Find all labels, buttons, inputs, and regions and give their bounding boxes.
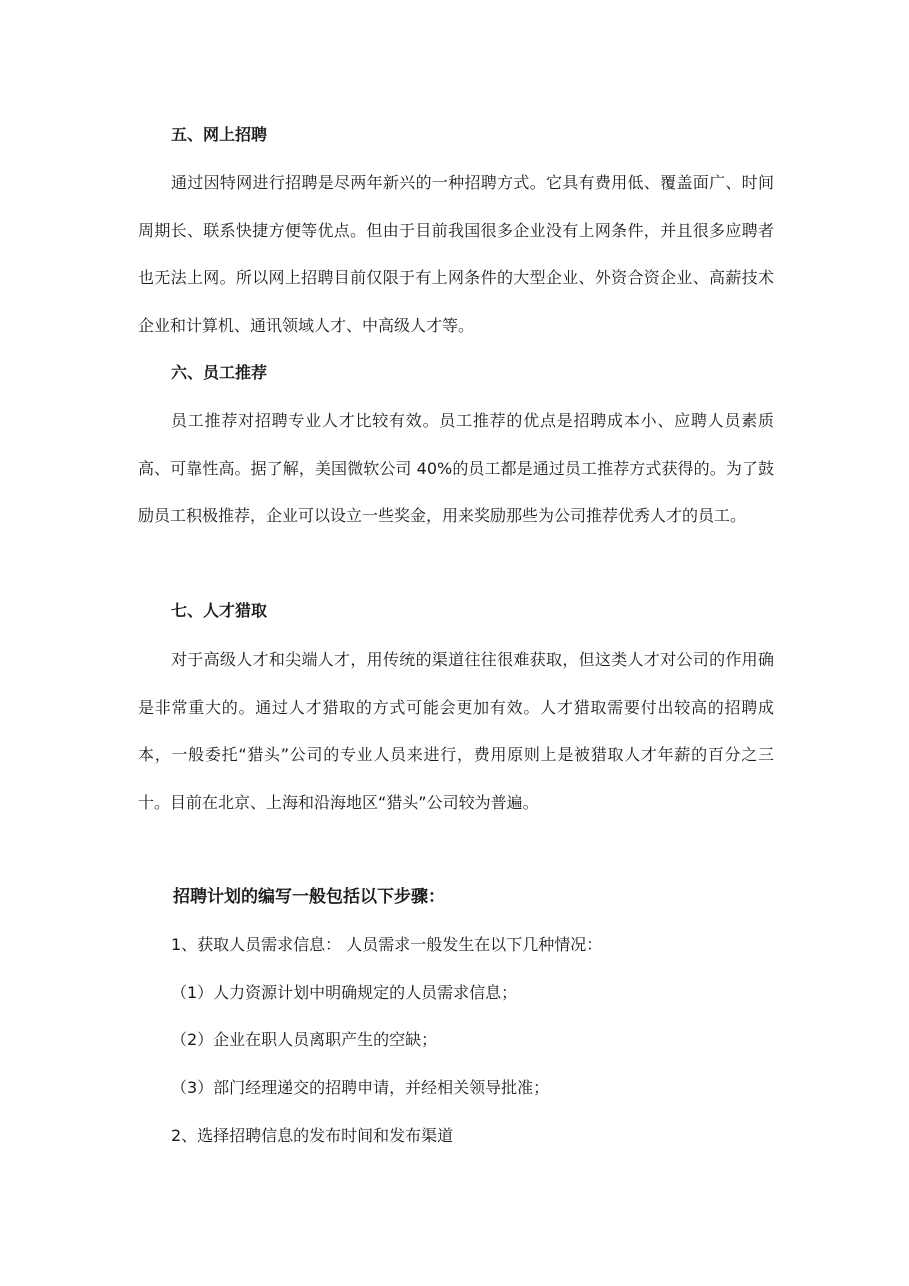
plan-case-3: （3）部门经理递交的招聘申请，并经相关领导批准； xyxy=(171,1078,550,1097)
section-heading-headhunting: 七、人才猎取 xyxy=(171,601,268,620)
section-body-online-recruitment: 通过因特网进行招聘是尽两年新兴的一种招聘方式。它具有费用低、覆盖面广、时间周期长、联系快捷方便等优点。但由于目前我国很多企业没有上网条件，并且很多应聘者也无法上网。所以网上招聘目前仅限于有上网条件的大型企业、外资合资企业、高薪技术企业和计算机、通讯领域人才、中高级人才等。 xyxy=(138,173,774,335)
plan-step-1: 1、获取人员需求信息： 人员需求一般发生在以下几种情况： xyxy=(171,935,603,954)
section-body-headhunting: 对于高级人才和尖端人才，用传统的渠道往往很难获取，但这类人才对公司的作用确是非常重大的。通过人才猎取的方式可能会更加有效。人才猎取需要付出较高的招聘成本，一般委托“猎头”公司的专业人员来进行，费用原则上是被猎取人才年薪的百分之三十。目前在北京、上海和沿海地区“猎头”公司较为普遍。 xyxy=(138,650,774,812)
plan-step-2: 2、选择招聘信息的发布时间和发布渠道 xyxy=(171,1126,454,1145)
plan-title: 招聘计划的编写一般包括以下步骤： xyxy=(173,887,445,907)
plan-case-2: （2）企业在职人员离职产生的空缺； xyxy=(171,1030,438,1049)
section-body-employee-referral: 员工推荐对招聘专业人才比较有效。员工推荐的优点是招聘成本小、应聘人员素质高、可靠性高。据了解，美国微软公司 40%的员工都是通过员工推荐方式获得的。为了鼓励员工积极推荐，企业可以设立一些奖金，用来奖励那些为公司推荐优秀人才的员工。 xyxy=(138,411,774,525)
section-heading-employee-referral: 六、员工推荐 xyxy=(171,363,268,382)
plan-case-1: （1）人力资源计划中明确规定的人员需求信息； xyxy=(171,983,518,1002)
section-heading-online-recruitment: 五、网上招聘 xyxy=(171,125,268,144)
